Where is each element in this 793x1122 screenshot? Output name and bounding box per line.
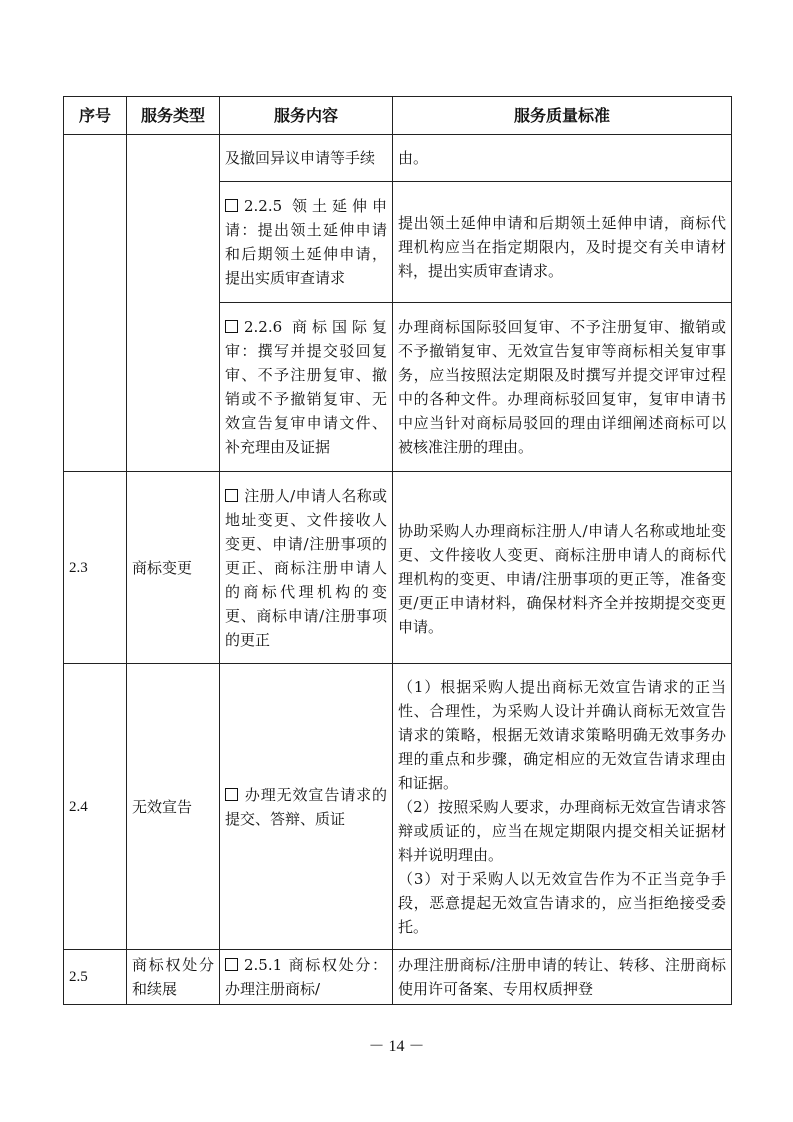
service-content-text: 注册人/申请人名称或地址变更、文件接收人变更、申请/注册事项的更正、商标注册申请人的商标代理机构的变更、商标申请/注册事项的更正 xyxy=(225,486,387,649)
row-index-cell xyxy=(64,135,127,472)
row-index-cell: 2.3 xyxy=(64,472,127,664)
row-type-cell xyxy=(127,135,220,472)
checkbox-icon[interactable] xyxy=(225,320,238,333)
service-type-cell: 商标变更 xyxy=(127,472,220,664)
standard-paragraph-3: （3）对于采购人以无效宣告作为不正当竞争手段，恶意提起无效宣告请求的，应当拒绝接受委托。 xyxy=(398,869,726,936)
header-service-type: 服务类型 xyxy=(127,97,220,135)
quality-standard-cell xyxy=(393,303,732,472)
service-type-cell: 商标权处分和续展 xyxy=(127,950,220,1005)
service-content-text: 2.2.5 领土延伸申请：提出领土延伸申请和后期领土延伸申请，提出实质审查请求 xyxy=(225,197,387,287)
row-index-cell: 2.5 xyxy=(64,950,127,1005)
quality-standard-text: 提出领土延伸申请和后期领土延伸申请，商标代理机构应当在指定期限内，及时提交有关申请材料，提出实质审查请求。 xyxy=(398,213,726,280)
table-row xyxy=(64,135,732,182)
quality-standard-text: 办理注册商标/注册申请的转让、转移、注册商标使用许可备案、专用权质押登 xyxy=(398,956,726,998)
header-index: 序号 xyxy=(64,97,127,135)
standard-paragraph-1: （1）根据采购人提出商标无效宣告请求的正当性、合理性，为采购人设计并确认商标无效宣告请求的策略，根据无效请求策略明确无效事务办理的重点和步骤，确定相应的无效宣告请求理由和证据。 xyxy=(398,677,726,792)
quality-standard-cell xyxy=(393,950,732,1005)
service-content-text: 及撤回异议申请等手续 xyxy=(225,149,376,167)
service-content-cell xyxy=(220,472,393,664)
quality-standard-text: 由。 xyxy=(398,149,429,167)
checkbox-icon[interactable] xyxy=(225,489,238,502)
standard-paragraph-2: （2）按照采购人要求，办理商标无效宣告请求答辩或质证的，应当在规定期限内提交相关证据材料并说明理由。 xyxy=(398,797,726,864)
row-index-cell: 2.4 xyxy=(64,664,127,950)
quality-standard-text: 办理商标国际驳回复审、不予注册复审、撤销或不予撤销复审、无效宣告复审等商标相关复审事务，应当按照法定期限及时撰写并提交评审过程中的各种文件。办理商标驳回复审，复审申请书中应当针对商标局驳回的理由详细阐述商标可以被核准注册的理由。 xyxy=(398,318,726,456)
header-quality-standard: 服务质量标准 xyxy=(393,97,732,135)
table-row xyxy=(64,472,732,664)
quality-standard-cell xyxy=(393,135,732,182)
service-standards-table xyxy=(63,96,732,1005)
service-content-text: 2.2.6 商标国际复审：撰写并提交驳回复审、不予注册复审、撤销或不予撤销复审、无效宣告复审申请文件、补充理由及证据 xyxy=(225,318,387,456)
checkbox-icon[interactable] xyxy=(225,788,238,801)
service-content-cell xyxy=(220,950,393,1005)
service-content-cell xyxy=(220,135,393,182)
service-content-cell xyxy=(220,664,393,950)
service-content-cell xyxy=(220,182,393,303)
service-content-text: 2.5.1 商标权处分：办理注册商标/ xyxy=(225,956,387,998)
table-header-row xyxy=(64,97,732,135)
quality-standard-text: 协助采购人办理商标注册人/申请人名称或地址变更、文件接收人变更、商标注册申请人的商标代理机构的变更、申请/注册事项的更正等，准备变更/更正申请材料，确保材料齐全并按期提交变更申请。 xyxy=(398,522,726,636)
quality-standard-cell xyxy=(393,182,732,303)
service-type-cell: 无效宣告 xyxy=(127,664,220,950)
service-content-text: 办理无效宣告请求的提交、答辩、质证 xyxy=(225,785,387,828)
checkbox-icon[interactable] xyxy=(225,199,238,212)
page-number: － 14 － xyxy=(368,1038,425,1055)
quality-standard-cell xyxy=(393,664,732,950)
service-content-cell xyxy=(220,303,393,472)
quality-standard-cell xyxy=(393,472,732,664)
table-row xyxy=(64,950,732,1005)
table-row xyxy=(64,664,732,950)
header-service-content: 服务内容 xyxy=(220,97,393,135)
checkbox-icon[interactable] xyxy=(225,958,238,971)
